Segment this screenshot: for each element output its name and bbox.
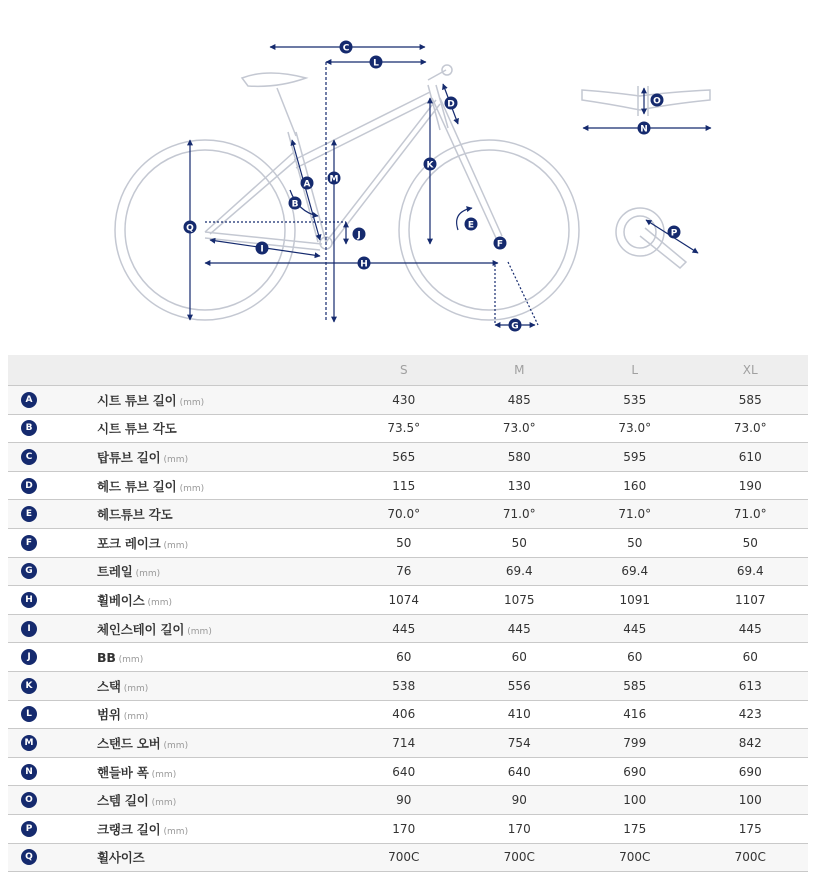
- row-key-cell: [8, 786, 50, 815]
- row-name-cell: [50, 786, 346, 815]
- marker-l: [370, 56, 383, 69]
- top-tube: [294, 92, 432, 168]
- parameter-unit: (mm): [179, 483, 205, 494]
- svg-text:H: H: [360, 259, 368, 270]
- value-cell: 76: [346, 557, 462, 586]
- parameter-name: 범위: [97, 707, 121, 723]
- parameter-name: 핸들바 폭: [97, 764, 149, 780]
- value-cell: 535: [577, 386, 693, 415]
- parameter-unit: (mm): [147, 597, 173, 608]
- row-name-cell: [50, 814, 346, 843]
- row-key-cell: [8, 843, 50, 872]
- value-cell: 754: [462, 729, 578, 758]
- value-cell: 445: [346, 614, 462, 643]
- dim-a-line: [292, 140, 320, 240]
- row-key-cell: [8, 700, 50, 729]
- dimension-markers: [184, 41, 681, 332]
- value-cell: 690: [577, 757, 693, 786]
- marker-f: [494, 237, 507, 250]
- value-cell: 60: [693, 643, 809, 672]
- value-cell: 175: [693, 814, 809, 843]
- marker-n: [638, 122, 651, 135]
- value-cell: 700C: [346, 843, 462, 872]
- marker-d: [445, 97, 458, 110]
- dim-g-steer: [508, 262, 538, 325]
- row-key-badge: I: [21, 621, 37, 637]
- parameter-unit: (mm): [179, 397, 205, 408]
- table-row: [8, 700, 808, 729]
- marker-j: [353, 228, 366, 241]
- value-cell: 640: [346, 757, 462, 786]
- value-cell: 69.4: [462, 557, 578, 586]
- row-key-cell: [8, 386, 50, 415]
- value-cell: 1075: [462, 586, 578, 615]
- header-empty-key: [8, 355, 50, 386]
- marker-i: [256, 242, 269, 255]
- row-name-cell: [50, 843, 346, 872]
- row-name-cell: [50, 414, 346, 443]
- value-cell: 50: [577, 528, 693, 557]
- stem: [428, 70, 446, 80]
- header-size-s: S: [346, 355, 462, 386]
- svg-text:J: J: [357, 230, 361, 241]
- table-row: [8, 814, 808, 843]
- value-cell: 445: [693, 614, 809, 643]
- row-key-cell: [8, 414, 50, 443]
- rear-wheel-inner: [125, 150, 285, 310]
- parameter-unit: (mm): [163, 826, 189, 837]
- value-cell: 700C: [462, 843, 578, 872]
- table-row: [8, 729, 808, 758]
- svg-text:L: L: [373, 58, 379, 69]
- table-row: [8, 471, 808, 500]
- handlebar-end: [442, 65, 452, 75]
- row-key-cell: [8, 471, 50, 500]
- value-cell: 565: [346, 443, 462, 472]
- value-cell: 100: [577, 786, 693, 815]
- marker-b: [289, 197, 302, 210]
- marker-k: [424, 158, 437, 171]
- svg-text:D: D: [447, 99, 455, 110]
- parameter-name: 체인스테이 길이: [97, 621, 185, 637]
- row-key-cell: [8, 528, 50, 557]
- svg-text:K: K: [426, 160, 434, 171]
- geometry-table-body: [8, 386, 808, 872]
- row-name-cell: [50, 443, 346, 472]
- row-key-badge: A: [21, 392, 37, 408]
- svg-text:B: B: [291, 199, 299, 210]
- row-key-badge: H: [21, 592, 37, 608]
- table-row: [8, 414, 808, 443]
- row-key-badge: B: [21, 420, 37, 436]
- value-cell: 613: [693, 671, 809, 700]
- value-cell: 115: [346, 471, 462, 500]
- value-cell: 70.0°: [346, 500, 462, 529]
- row-key-cell: [8, 671, 50, 700]
- table-row: [8, 528, 808, 557]
- svg-text:A: A: [303, 179, 311, 190]
- value-cell: 585: [577, 671, 693, 700]
- parameter-name: 헤드튜브 각도: [97, 507, 173, 523]
- value-cell: 430: [346, 386, 462, 415]
- table-row: [8, 614, 808, 643]
- down-tube: [326, 100, 440, 244]
- marker-p: [668, 226, 681, 239]
- parameter-unit: (mm): [135, 569, 161, 580]
- parameter-name: 시트 튜브 각도: [97, 421, 177, 437]
- value-cell: 50: [693, 528, 809, 557]
- value-cell: 90: [346, 786, 462, 815]
- row-key-badge: E: [21, 506, 37, 522]
- value-cell: 130: [462, 471, 578, 500]
- row-key-badge: F: [21, 535, 37, 551]
- svg-text:G: G: [511, 321, 519, 332]
- parameter-unit: (mm): [123, 683, 149, 694]
- value-cell: 69.4: [693, 557, 809, 586]
- value-cell: 842: [693, 729, 809, 758]
- row-key-cell: [8, 557, 50, 586]
- row-name-cell: [50, 471, 346, 500]
- value-cell: 1074: [346, 586, 462, 615]
- value-cell: 73.0°: [693, 414, 809, 443]
- table-row: [8, 757, 808, 786]
- value-cell: 50: [346, 528, 462, 557]
- value-cell: 538: [346, 671, 462, 700]
- bicycle-illustration: [115, 65, 710, 320]
- bike-geometry-diagram: [0, 0, 822, 350]
- parameter-name: 헤드 튜브 길이: [97, 478, 177, 494]
- row-key-cell: [8, 586, 50, 615]
- table-row: [8, 386, 808, 415]
- value-cell: 445: [462, 614, 578, 643]
- front-wheel-inner: [409, 150, 569, 310]
- parameter-name: 휠베이스: [97, 592, 145, 608]
- marker-m: [328, 172, 341, 185]
- svg-text:E: E: [467, 220, 475, 231]
- marker-g: [509, 319, 522, 332]
- row-key-badge: C: [21, 449, 37, 465]
- row-name-cell: [50, 700, 346, 729]
- rear-wheel-outer: [115, 140, 295, 320]
- parameter-name: 스탠드 오버: [97, 735, 161, 751]
- svg-text:I: I: [260, 244, 264, 255]
- value-cell: 170: [462, 814, 578, 843]
- marker-c: [340, 41, 353, 54]
- table-row: [8, 586, 808, 615]
- marker-o: [651, 94, 664, 107]
- parameter-unit: (mm): [151, 769, 177, 780]
- value-cell: 73.5°: [346, 414, 462, 443]
- seat-post: [277, 88, 296, 136]
- header-size-l: L: [577, 355, 693, 386]
- row-key-cell: [8, 443, 50, 472]
- parameter-name: 시트 튜브 길이: [97, 392, 177, 408]
- value-cell: 410: [462, 700, 578, 729]
- row-key-badge: D: [21, 478, 37, 494]
- fork: [432, 98, 502, 238]
- svg-text:N: N: [640, 124, 648, 135]
- header-empty-name: [50, 355, 346, 386]
- chainring-inner: [624, 216, 656, 248]
- value-cell: 170: [346, 814, 462, 843]
- marker-h: [358, 257, 371, 270]
- svg-text:F: F: [496, 239, 504, 250]
- handlebar-topview: [582, 90, 710, 110]
- row-key-badge: N: [21, 764, 37, 780]
- table-row: [8, 557, 808, 586]
- row-key-cell: [8, 814, 50, 843]
- value-cell: 190: [693, 471, 809, 500]
- row-key-cell: [8, 757, 50, 786]
- parameter-name: 스템 길이: [97, 793, 149, 809]
- table-row: [8, 443, 808, 472]
- row-key-cell: [8, 729, 50, 758]
- dimension-lines: [190, 47, 711, 325]
- value-cell: 90: [462, 786, 578, 815]
- svg-text:Q: Q: [186, 223, 194, 234]
- value-cell: 799: [577, 729, 693, 758]
- parameter-name: 트레일: [97, 564, 133, 580]
- parameter-unit: (mm): [123, 712, 149, 723]
- stem-topview: [638, 86, 648, 116]
- parameter-name: 휠사이즈: [97, 850, 145, 866]
- parameter-name: 스택: [97, 678, 121, 694]
- value-cell: 175: [577, 814, 693, 843]
- header-size-m: M: [462, 355, 578, 386]
- value-cell: 71.0°: [693, 500, 809, 529]
- svg-text:O: O: [653, 96, 661, 107]
- value-cell: 580: [462, 443, 578, 472]
- parameter-name: 포크 레이크: [97, 535, 161, 551]
- value-cell: 714: [346, 729, 462, 758]
- svg-text:P: P: [670, 228, 678, 239]
- parameter-unit: (mm): [163, 740, 189, 751]
- table-row: [8, 671, 808, 700]
- value-cell: 700C: [577, 843, 693, 872]
- value-cell: 610: [693, 443, 809, 472]
- value-cell: 595: [577, 443, 693, 472]
- value-cell: 73.0°: [577, 414, 693, 443]
- value-cell: 556: [462, 671, 578, 700]
- value-cell: 60: [577, 643, 693, 672]
- value-cell: 60: [462, 643, 578, 672]
- value-cell: 69.4: [577, 557, 693, 586]
- saddle: [242, 73, 306, 86]
- parameter-name: 크랭크 길이: [97, 821, 161, 837]
- parameter-unit: (mm): [187, 626, 212, 637]
- marker-q: [184, 221, 197, 234]
- row-key-badge: L: [21, 706, 37, 722]
- value-cell: 60: [346, 643, 462, 672]
- row-name-cell: [50, 528, 346, 557]
- value-cell: 585: [693, 386, 809, 415]
- row-key-badge: J: [21, 649, 37, 665]
- row-key-cell: [8, 643, 50, 672]
- value-cell: 1107: [693, 586, 809, 615]
- row-name-cell: [50, 386, 346, 415]
- row-key-badge: G: [21, 563, 37, 579]
- parameter-name: BB: [97, 649, 116, 665]
- row-name-cell: [50, 643, 346, 672]
- value-cell: 700C: [693, 843, 809, 872]
- parameter-unit: (mm): [118, 654, 144, 665]
- value-cell: 73.0°: [462, 414, 578, 443]
- row-key-badge: O: [21, 792, 37, 808]
- value-cell: 100: [693, 786, 809, 815]
- row-key-cell: [8, 500, 50, 529]
- row-name-cell: [50, 671, 346, 700]
- value-cell: 690: [693, 757, 809, 786]
- row-key-badge: P: [21, 821, 37, 837]
- value-cell: 445: [577, 614, 693, 643]
- value-cell: 50: [462, 528, 578, 557]
- geometry-table: [8, 355, 808, 872]
- table-row: [8, 643, 808, 672]
- value-cell: 71.0°: [577, 500, 693, 529]
- value-cell: 160: [577, 471, 693, 500]
- value-cell: 485: [462, 386, 578, 415]
- row-key-badge: Q: [21, 849, 37, 865]
- value-cell: 423: [693, 700, 809, 729]
- svg-text:C: C: [342, 43, 350, 54]
- table-row: [8, 500, 808, 529]
- value-cell: 640: [462, 757, 578, 786]
- row-key-badge: K: [21, 678, 37, 694]
- row-name-cell: [50, 757, 346, 786]
- value-cell: 406: [346, 700, 462, 729]
- row-name-cell: [50, 586, 346, 615]
- parameter-unit: (mm): [163, 454, 189, 465]
- value-cell: 416: [577, 700, 693, 729]
- parameter-unit: (mm): [163, 540, 189, 551]
- value-cell: 1091: [577, 586, 693, 615]
- table-header-row: [8, 355, 808, 386]
- parameter-unit: (mm): [151, 798, 177, 809]
- row-name-cell: [50, 614, 346, 643]
- row-name-cell: [50, 729, 346, 758]
- svg-text:M: M: [329, 174, 339, 185]
- value-cell: 71.0°: [462, 500, 578, 529]
- table-row: [8, 786, 808, 815]
- marker-e: [465, 218, 478, 231]
- table-row: [8, 843, 808, 872]
- header-size-xl: XL: [693, 355, 809, 386]
- row-name-cell: [50, 500, 346, 529]
- row-name-cell: [50, 557, 346, 586]
- parameter-name: 탑튜브 길이: [97, 449, 161, 465]
- row-key-cell: [8, 614, 50, 643]
- marker-a: [301, 177, 314, 190]
- row-key-badge: M: [21, 735, 37, 751]
